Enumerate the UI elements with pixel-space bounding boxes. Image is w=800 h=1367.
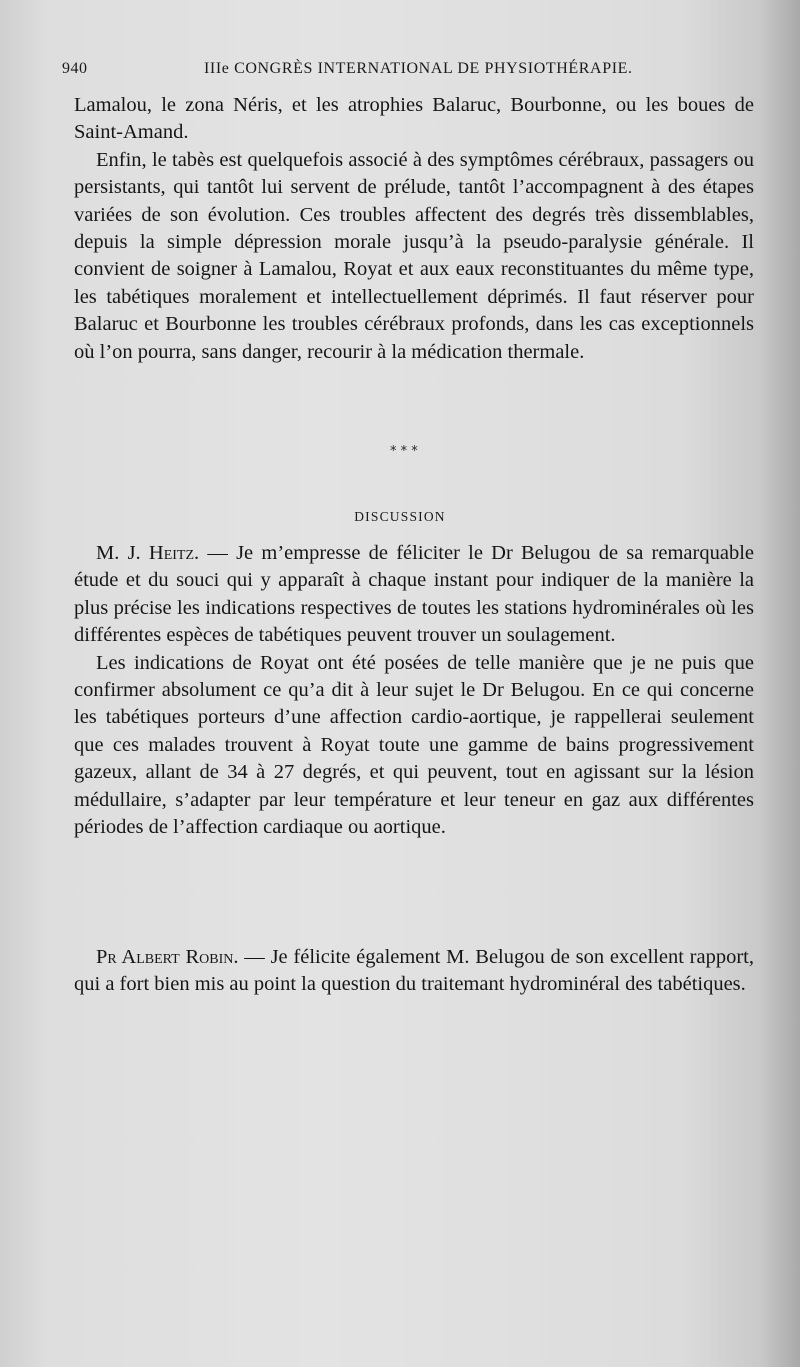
speaker-robin: Pr Albert Robin. (96, 946, 239, 968)
paragraph-tabes: Enfin, le tabès est quelquefois associé à des symptômes cérébraux, passagers ou persistants, qui tantôt lui servent de prélude, tantôt l’accompagnent à des étapes variées de son évolution. Ces troubles affectent des degrés très dissemblables, depuis la simple dépression morale jusqu’à la pseudo-paralysie générale. Il convient de soigner à Lamalou, Royat et aux eaux reconstituantes du même type, les tabétiques moralement et intellectuellement déprimés. Il faut réserver pour Balaruc et Bourbonne les troubles cérébraux profonds, dans les cas exceptionnels où l’on pourra, sans danger, recourir à la médication thermale. (74, 148, 754, 363)
discussion-heitz (74, 540, 754, 841)
running-title: IIIe CONGRÈS INTERNATIONAL DE PHYSIOTHÉRAPIE. (204, 60, 633, 77)
body-text-top (74, 92, 754, 366)
section-heading: DISCUSSION (354, 509, 446, 524)
paragraph-heitz-2: Les indications de Royat ont été posées de telle manière que je ne puis que confirmer absolument ce qu’a dit à leur sujet le Dr Belugou. En ce qui concerne les tabétiques porteurs d’une affection cardio-aortique, je rappellerai seulement que ces malades trouvent à Royat toute une gamme de bains progressivement gazeux, allant de 34 à 27 degrés, et qui peuvent, tout en agissant sur la lésion médullaire, s’adapter par leur température et leur teneur en gaz aux différentes périodes de l’affection cardiaque ou aortique. (74, 651, 754, 839)
speaker-heitz: M. J. Heitz. (96, 542, 200, 564)
paragraph-robin (74, 944, 754, 999)
heitz-text-1: — Je m’empresse de féliciter le Dr Belugou de sa remarquable étude et du souci qui y apparaît à chaque instant pour indiquer de la manière la plus précise les indications respectives de toutes les stations hydrominérales où les différentes espèces de tabétiques peuvent trouver un soulagement. (74, 542, 754, 647)
discussion-robin (74, 944, 754, 999)
running-head (62, 60, 752, 84)
paragraph-continuation: Lamalou, le zona Néris, et les atrophies Balaruc, Bourbonne, ou les boues de Saint-Amand. (74, 94, 754, 144)
page-number: 940 (62, 60, 88, 77)
asterism-separator: * * * (390, 444, 418, 459)
robin-text: — Je félicite également M. Belugou de son excellent rapport, qui a fort bien mis au point la question du traitemant hydrominéral des tabétiques. (74, 946, 755, 996)
paragraph-heitz-1 (74, 540, 754, 650)
